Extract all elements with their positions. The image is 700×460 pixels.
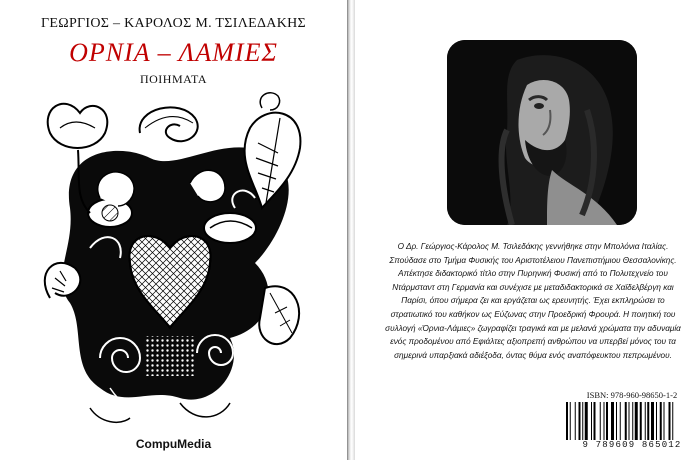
- barcode-digits: 9 789609 865012: [562, 440, 700, 450]
- book-subtitle: ΠΟΙΗΜΑΤΑ: [139, 72, 208, 86]
- ornate-ink-creature-icon: [30, 88, 320, 428]
- book-title: ΟΡΝΙΑ – ΛΑΜΙΕΣ: [69, 38, 278, 67]
- author-portrait-icon: [447, 40, 637, 225]
- author-name: ΓΕΩΡΓΙΟΣ – ΚΑΡΟΛΟΣ Μ. ΤΣΙΛΕΔΑΚΗΣ: [41, 16, 306, 31]
- back-cover: [355, 0, 700, 460]
- isbn-label: ISBN: 978-960-98650-1-2: [586, 390, 678, 400]
- front-cover: [0, 0, 347, 460]
- author-biography: Ο Δρ. Γεώργιος-Κάρολος Μ. Τσιλεδάκης γεννήθηκε στην Μπολόνια Ιταλίας. Σπούδασε στο Τμήμα Φυσικής του Αριστοτέλειου Πανεπιστήμιου Θεσσαλονίκης. Απέκτησε διδακτορικό τίτλο στην Πυρηνική Φυσική από το Πολυτεχνείο του Ντάρμσταντ στη Γερμανία και συνέχισε με μεταδιδακτορικά σε Χαϊδελβέργη και Παρίσι, όπου σήμερα ζει και εργάζεται ως ερευνητής. Έχει εκπληρώσει το στρατιωτικό του καθήκον ως Εύζωνας στην Προεδρική Φρουρά. Η ποιητική του συλλογή «Όρνια-Λάμιες» ζωγραφίζει τραγικά και με μελανά χρώματα την αδυναμία ενός προδομένου από Εφιάλτες αξιοπρεπή ανθρώπου να υπερβεί μόνος του τα σημερινά υπαρξιακά αδιέξοδα, όντας θύμα ενός αναπόφευκτου πεπρωμένου.: [385, 242, 681, 360]
- publisher-name: CompuMedia: [135, 437, 212, 451]
- book-spine: [347, 0, 355, 460]
